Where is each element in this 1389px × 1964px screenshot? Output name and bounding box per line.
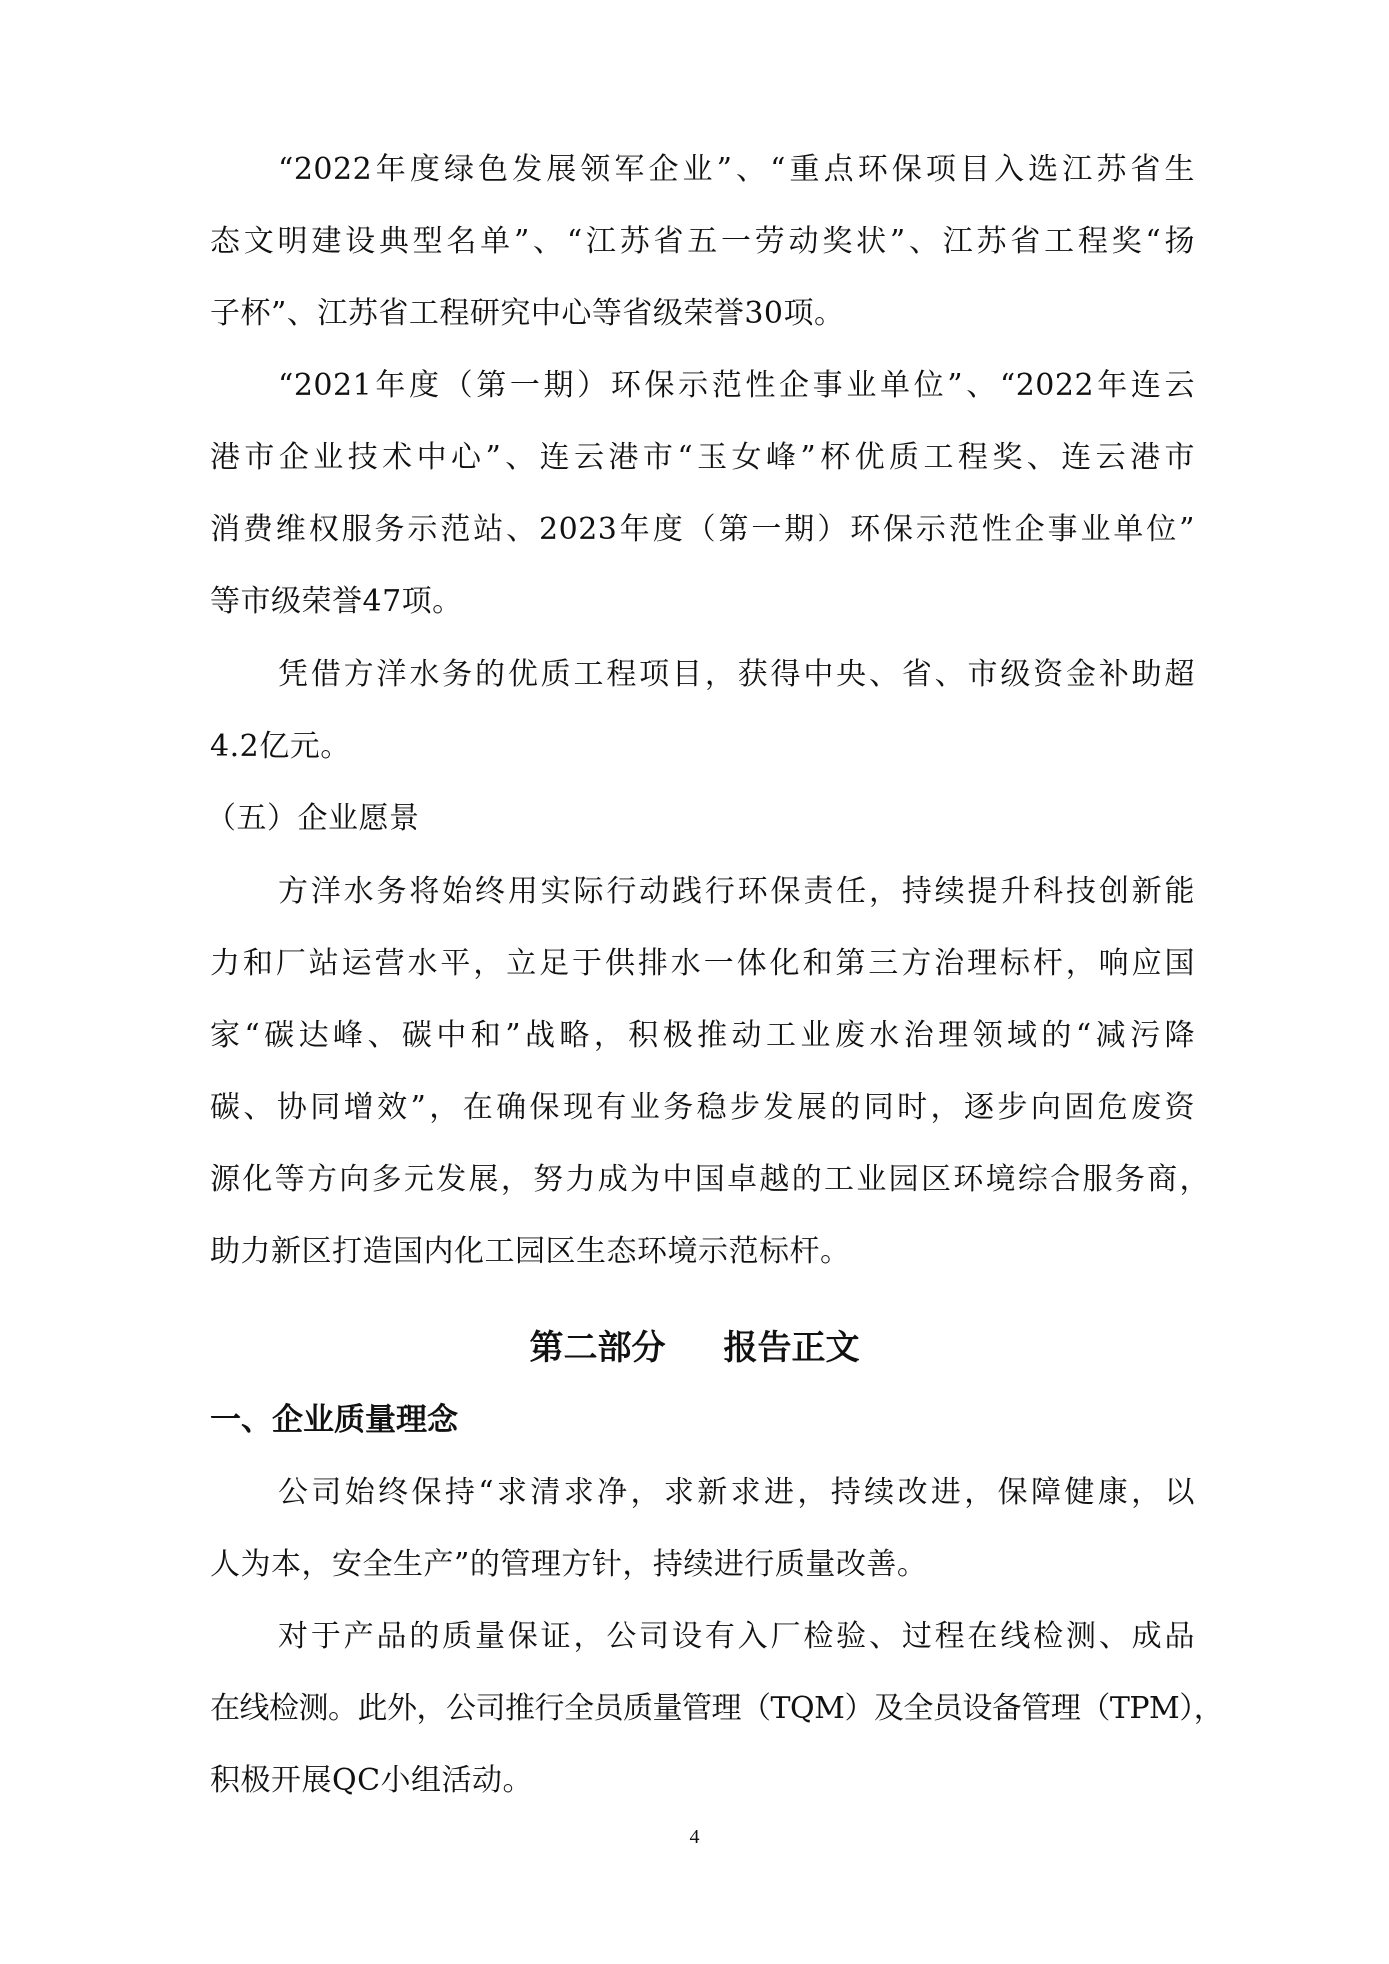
part-title-number: 第二部分 xyxy=(529,1328,666,1368)
policy-line-2: 人为本，安全生产”的管理方针，持续进行质量改善。 xyxy=(210,1547,928,1582)
vision-line-6: 助力新区打造国内化工园区生态环境示范标杆。 xyxy=(210,1234,851,1269)
city-honors-line-4: 等市级荣誉47项。 xyxy=(210,584,463,619)
quality-assurance-line-3: 积极开展QC小组活动。 xyxy=(210,1763,534,1798)
quality-assurance-line-2: 在线检测。此外，公司推行全员质量管理（TQM）及全员设备管理（TPM）， xyxy=(210,1691,1224,1726)
vision-heading: （五）企业愿景 xyxy=(206,801,420,836)
subsidy-line-2: 4.2亿元。 xyxy=(210,729,351,764)
provincial-honors-line-1: “2022年度绿色发展领军企业”、“重点环保项目入选江苏省生 xyxy=(278,152,1195,187)
part-title-name: 报告正文 xyxy=(723,1328,860,1368)
part-title xyxy=(0,1326,1389,1370)
vision-line-5: 源化等方向多元发展，努力成为中国卓越的工业园区环境综合服务商， xyxy=(210,1162,1210,1197)
page-number: 4 xyxy=(689,1826,700,1848)
section-heading-quality-philosophy: 一、企业质量理念 xyxy=(210,1402,458,1438)
vision-line-3: 家“碳达峰、碳中和”战略，积极推动工业废水治理领域的“减污降 xyxy=(210,1018,1195,1053)
vision-line-2: 力和厂站运营水平，立足于供排水一体化和第三方治理标杆，响应国 xyxy=(210,946,1195,981)
policy-line-1: 公司始终保持“求清求净，求新求进，持续改进，保障健康，以 xyxy=(278,1475,1195,1510)
city-honors-line-3: 消费维权服务示范站、2023年度（第一期）环保示范性企事业单位” xyxy=(210,512,1195,547)
subsidy-line-1: 凭借方洋水务的优质工程项目，获得中央、省、市级资金补助超 xyxy=(278,657,1195,692)
provincial-honors-line-2: 态文明建设典型名单”、“江苏省五一劳动奖状”、江苏省工程奖“扬 xyxy=(210,224,1195,259)
vision-line-4: 碳、协同增效”，在确保现有业务稳步发展的同时，逐步向固危废资 xyxy=(210,1090,1195,1125)
city-honors-line-1: “2021年度（第一期）环保示范性企事业单位”、“2022年连云 xyxy=(278,368,1195,403)
city-honors-line-2: 港市企业技术中心”、连云港市“玉女峰”杯优质工程奖、连云港市 xyxy=(210,440,1195,475)
vision-line-1: 方洋水务将始终用实际行动践行环保责任，持续提升科技创新能 xyxy=(278,874,1195,909)
provincial-honors-line-3: 子杯”、江苏省工程研究中心等省级荣誉30项。 xyxy=(210,296,845,331)
quality-assurance-line-1: 对于产品的质量保证，公司设有入厂检验、过程在线检测、成品 xyxy=(278,1619,1195,1654)
